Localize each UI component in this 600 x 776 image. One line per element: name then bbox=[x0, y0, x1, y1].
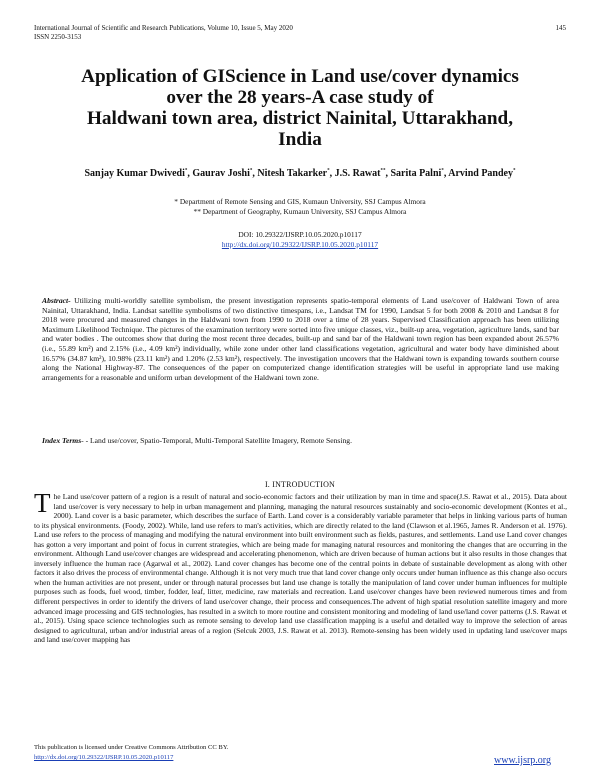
abstract-label: Abstract- bbox=[42, 296, 71, 305]
author-mark: * bbox=[441, 168, 444, 174]
author: Arvind Pandey bbox=[448, 168, 513, 179]
title-line-3: Haldwani town area, district Nainital, Uttarakhand, bbox=[86, 108, 514, 129]
footer-doi-wrap bbox=[34, 753, 173, 762]
author: J.S. Rawat bbox=[334, 168, 381, 179]
author-mark: * bbox=[249, 168, 253, 174]
title-line-1: Application of GIScience in Land use/cover dynamics bbox=[81, 66, 519, 87]
author-mark: * bbox=[513, 168, 516, 174]
affiliation-2: ** Department of Geography, Kumaun University, SSJ Campus Almora bbox=[193, 207, 407, 216]
abstract-text: Utilizing multi-worldly satellite symbolism, the present investigation represents spatio-temporal elements of Land use/cover of Haldwani Town of area Nainital, Uttarakhand, India. Landsat satellite symbolisms of two distinctive timespans, i.e., Landsat TM for 1990, Landsat 5 for both 2008 & 2010 and Landsat 8 for 2018 were procured and measured changes in the Haldwani town from 1990 to 2018 over a time of 28 years. Supervised Classification approach has been utilizing Maximum Likelihood Technique. The pictures of the examination territory were sorted into five unique classes, viz., built-up area, vegetation, agriculture lands, sand bar and water bodies . The outcomes show that during the most recent three decades, built-up and sand bar of the Haldwani town region has been expanded about 26.57% (i.e., 55.89 km²) and 2.15% (i.e., 4.09 km²) individually, while zone under other land classifications vegetation, agricultural and water body have diminished about 16.57% (34.87 km²), 10.98% (23.11 km²) and 1.20% (2.53 km²), respectively. The investigation uncovers that the Haldwani town is expanding towards southern course along the National Highway-87. The consequences of the paper on computerized change identification strategies will be useful in appropriate land use making arrangements for a reasonable and uniform urban development of the Haldwani town zone. bbox=[42, 296, 559, 382]
doi-text: DOI: 10.29322/IJSRP.10.05.2020.p10117 bbox=[238, 230, 362, 239]
author: Sarita Palni bbox=[390, 168, 442, 179]
title-line-4: India bbox=[278, 129, 322, 150]
doi-link[interactable]: http://dx.doi.org/10.29322/IJSRP.10.05.2020.p10117 bbox=[221, 240, 379, 249]
author: Nitesh Takarker bbox=[257, 168, 328, 179]
doi-link-wrap bbox=[0, 240, 600, 250]
author-list: Sanjay Kumar Dwivedi*, Gaurav Joshi*, Nitesh Takarker*, J.S. Rawat**, Sarita Palni*, Arvind Pandey* bbox=[84, 168, 516, 179]
author: Gaurav Joshi bbox=[192, 168, 250, 179]
page-number: 145 bbox=[555, 24, 566, 32]
issn: ISSN 2250-3153 bbox=[34, 33, 82, 41]
website-link[interactable]: www.ijsrp.org bbox=[494, 755, 551, 766]
index-terms bbox=[42, 436, 559, 446]
author-mark: ** bbox=[380, 168, 386, 174]
index-terms-text: - - Land use/cover, Spatio-Temporal, Multi-Temporal Satellite Imagery, Remote Sensing. bbox=[81, 436, 352, 445]
footer-doi-link[interactable]: http://dx.doi.org/10.29322/IJSRP.10.05.2020.p10117 bbox=[34, 754, 174, 761]
abstract bbox=[42, 296, 559, 382]
introduction-body bbox=[34, 488, 567, 645]
drop-cap: T bbox=[34, 488, 51, 518]
website-wrap bbox=[494, 750, 551, 768]
license-note: This publication is licensed under Creative Commons Attribution CC BY. bbox=[34, 744, 229, 751]
title-line-2: over the 28 years-A case study of bbox=[166, 87, 434, 108]
journal-header: International Journal of Scientific and Research Publications, Volume 10, Issue 5, May 2020 bbox=[34, 24, 293, 32]
section-heading-introduction: I. INTRODUCTION bbox=[264, 480, 336, 489]
author: Sanjay Kumar Dwivedi bbox=[84, 168, 185, 179]
paper-title bbox=[0, 66, 600, 150]
introduction-text: he Land use/cover pattern of a region is a result of natural and socio-economic factors and their utilization by man in time and space(J.S. Rawat et al., 2015). Data about land use/cover is very necessary to help in urban management and planning, managing the natural resources sustainably and socio-economic development (Kontes et al., 2000). Land cover is a basic parameter, which describes the surface of Earth. Land cover is a considerably variable parameter that helps in linking various parts of human to its physical environments. (Foody, 2002). While, land use refers to man's activities, which are directly related to the land (Clawson et al.1965, James R. Anderson et al. 1976). Land use refers to the process of managing and modifying the natural environment into built environment such as fields, pastures, and settlements. Land use Land cover changes has gotton a very important and point of focus in current strategies, which are being made for managing natural resources and monitoring the changes that are occurring in the environment. Although Land use/cover changes are widespread and accelerating phenomenon, which are driven because of human actions but it also results in those changes that inversely influence the human race (Agarwal et al., 2002). Land cover changes has become one of the central points in debate of sustainable development as along with other factors it also drives the process of environmental change. Although it is not very much true that land cover change only occurs under human influence as this change also occurs when the human activities are not present, under or through natural processes but land use change is totally the manipulation of land cover under human influences for multiple purposes such as foods, fuel wood, timber, fodder, leaf, litter, medicine, raw materials and recreation. Land use/cover changes have been reviewed numerous times and from different perspectives in order to identify the drivers of land use/cover change, their process and consequences.The advent of high spatial resolution satellite imagery and more advanced image processing and GIS technologies, has resulted in a switch to more routine and consistent monitoring and modeling of land use/land cover patterns (J.S. Rawat et al., 2015). Using space science technologies such as remote sensing to develop land use classification mapping is a useful and detailed way to improve the selection of areas designed to agricultural, urban and/or industrial areas of a region (Selcuk 2003, J.S. Rawat et al. 2013). Remote-sensing has been widely used in updating land use/cover maps and land use/cover mapping has bbox=[34, 492, 567, 645]
index-terms-label: Index Terms bbox=[42, 436, 82, 445]
author-mark: * bbox=[327, 168, 330, 174]
author-mark: * bbox=[184, 168, 188, 174]
affiliation-1: * Department of Remote Sensing and GIS, Kumaun University, SSJ Campus Almora bbox=[174, 197, 426, 206]
